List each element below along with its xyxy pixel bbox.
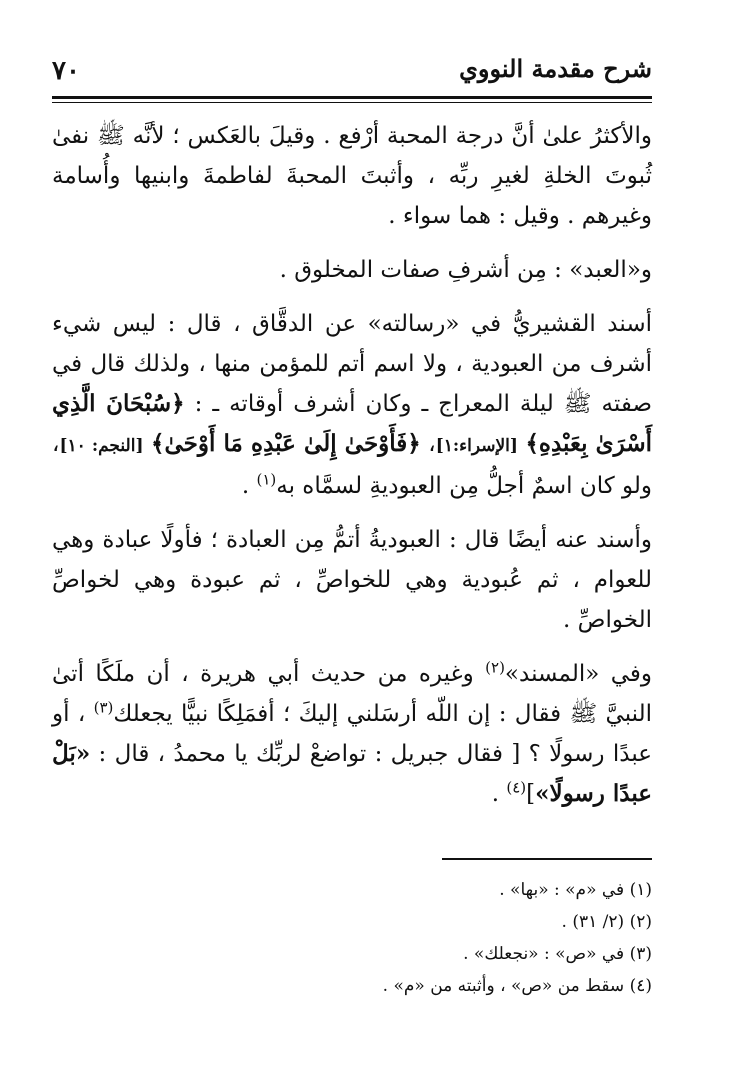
paragraph-2: و«العبد» : مِن أشرفِ صفات المخلوق . (279, 257, 652, 283)
paragraph-4: وأسند عنه أيضًا قال : العبوديةُ أتمُّ مِن العبادة ؛ فأولًا عبادة وهي للعوام ، ثم عُبودية وهي للخواصِّ ، ثم عبودة وهي لخواصِّ الخواصِّ . (52, 527, 652, 633)
verse-reference-2: [النجم: ١٠] (59, 436, 144, 456)
header-rule-thick (52, 96, 652, 99)
paragraph-3-text-a: أسند القشيريُّ في «رسالته» عن الدقَّاق ، قال : ليس شيء أشرف من العبودية ، ولا اسم أتم للمؤمن منها ، ولذلك قال في صفته ﷺ ليلة المعراج ـ وكان أشرف أوقاته ـ : (52, 311, 652, 417)
prophet-reply: «بَلْ عبدًا رسولًا» (52, 740, 652, 807)
paragraph-1: والأكثرُ علىٰ أنَّ درجة المحبة أرْفع . وقيلَ بالعَكس ؛ لأنَّه ﷺ نفىٰ ثُبوتَ الخلةِ لغيرِ ربِّه ، وأثبتَ المحبةَ لفاطمةَ وابنيها وأُسامة وغيرهم . وقيل : هما سواء . (52, 123, 652, 229)
verse-reference-1: [الإسراء:١] (435, 436, 518, 456)
page-header (52, 52, 652, 92)
footnote-separator (442, 858, 652, 860)
paragraph-5-text-b: وغيره من حديث أبي هريرة ، أن ملَكًا أتىٰ النبيَّ ﷺ فقال : إن اللّه أرسَلني إليكَ ؛ أفمَلِكًا نبيًّا يجعلك (52, 661, 653, 727)
footnote-marker-3: (٣) (93, 698, 114, 717)
paragraph-3-text-b: ، ولو كان اسمٌ أجلُّ مِن العبوديةِ لسمَّاه به (52, 431, 652, 499)
paragraph-5: وفي «المسند»$^{(٢)}$ وغيره من حديث أبي هريرة ، أن ملَكًا أتىٰ النبيَّ ﷺ فقال : إن اللّه أرسَلني إليكَ ؛ أفمَلِكًا نبيًّا يجعلك$^{(٣)}$ ، أو عبدًا رسولًا ؟ [ فقال جبريل : تواضعْ لربِّك يا محمدُ ، قال : «بَلْ عبدًا رسولًا»]$^{(٤)}$ . (52, 658, 653, 807)
footnotes (52, 874, 652, 1002)
quran-verse-1: ﴿سُبْحَانَ الَّذِي أَسْرَىٰ بِعَبْدِهِ﴾ (52, 390, 653, 457)
page-number: ٧٠ (52, 56, 80, 86)
footnote-marker-1: (١) (256, 470, 277, 489)
paragraph-3: أسند القشيريُّ في «رسالته» عن الدقَّاق ، قال : ليس شيء أشرف من العبودية ، ولا اسم أتم للمؤمن منها ، ولذلك قال في صفته ﷺ ليلة المعراج ـ وكان أشرف أوقاته ـ : ﴿سُبْحَانَ الَّذِي أَسْرَىٰ بِعَبْدِهِ﴾ [الإسراء:١]، ﴿فَأَوْحَىٰ إِلَىٰ عَبْدِهِ مَا أَوْحَىٰ﴾ [النجم: ١٠]، ولو كان اسمٌ أجلُّ مِن العبوديةِ لسمَّاه به$^{(١)}$ . (52, 311, 653, 499)
footnote-3: (٣) في «ص» : «نجعلك» . (463, 944, 652, 964)
header-rule-thin (52, 102, 652, 103)
footnote-2: (٢) (٢/ ٣١) . (561, 912, 652, 932)
footnote-marker-4: (٤) (506, 778, 527, 797)
running-title: شرح مقدمة النووي (459, 54, 652, 83)
paragraph-5-text-c: ، أو عبدًا رسولًا ؟ [ فقال جبريل : تواضعْ لربِّك يا محمدُ ، قال : (52, 701, 652, 767)
footnote-4: (٤) سقط من «ص» ، وأثبته من «م» . (382, 976, 652, 996)
paragraph-5-text-a: وفي «المسند» (504, 661, 653, 687)
main-text (52, 116, 652, 828)
quran-verse-2: ﴿فَأَوْحَىٰ إِلَىٰ عَبْدِهِ مَا أَوْحَىٰ﴾ (151, 430, 421, 457)
footnote-marker-2: (٢) (485, 658, 505, 677)
footnote-1: (١) في «م» : «بها» . (499, 880, 652, 900)
paragraph-5-text-d: ] (526, 781, 536, 807)
